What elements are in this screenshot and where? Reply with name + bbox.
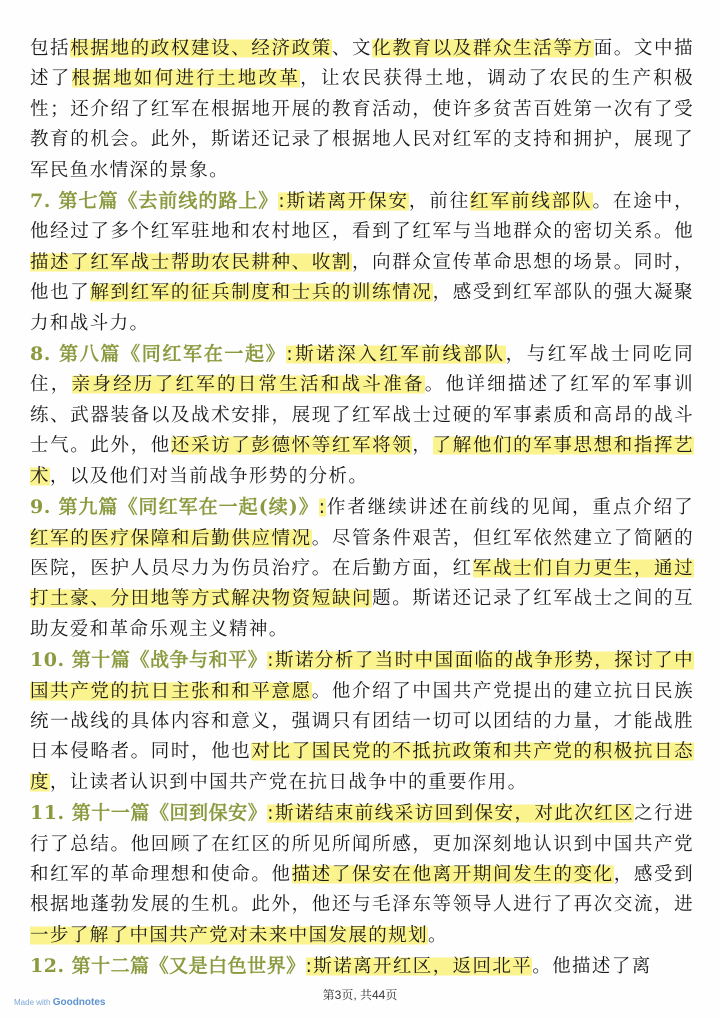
- section-text: ，与红军战士同吃同住，: [30, 344, 694, 396]
- section-text: ，前往: [408, 191, 471, 213]
- section-12: [30, 951, 694, 982]
- section-heading: 8. 第八篇《同红军在一起》: [30, 343, 287, 366]
- section-highlight: :斯诺离开红区，返回北平: [305, 956, 533, 978]
- section-highlight: 一步了解了中国共产党对未来中国发展的规划: [30, 924, 429, 946]
- section-highlight: 描述了保安在他离开期间发生的变化: [291, 863, 614, 885]
- section-heading: 7. 第七篇《去前线的路上》: [30, 190, 279, 213]
- section-highlight: :斯诺分析了当时中国面临的战争形势，探讨了中国共产党的抗日主张和和平意愿: [30, 650, 695, 702]
- page-content: [30, 34, 694, 983]
- section-text: 之行进行了总结。他回顾了在红区的所见所闻所感，更加深刻地认识到中国共产党和红军的革命理想和使命。他: [30, 803, 695, 885]
- section-highlight: 红军前线部队: [470, 191, 593, 213]
- watermark-brand: Goodnotes: [52, 997, 106, 1008]
- section-text: 。在途中，他经过了多个红军驻地和农村地区，看到了红军与当地群众的密切关系。他: [30, 191, 695, 243]
- section-highlight: 对比了国民党的不抵抗政策和共产党的积极抗日态度: [30, 741, 694, 793]
- section-highlight: 红军的医疗保障和后勤供应情况: [30, 527, 312, 549]
- intro-text-2: 、文: [331, 38, 373, 59]
- section-highlight: :斯诺结束前线采访回到保安，对此次红区: [267, 803, 635, 825]
- section-9: [30, 492, 694, 645]
- section-highlight: 还采访了彭德怀等红军将领: [170, 435, 413, 457]
- intro-paragraph: [30, 34, 694, 186]
- section-text: 。他详细描述了红军的军事训练、武器装备以及战术安排，展现了红军战士过硬的军事素质和高昂的战斗士气。此外，他: [30, 374, 694, 457]
- section-highlight: 解到红军的征兵制度和士兵的训练情况: [90, 282, 433, 304]
- section-text: ，让读者认识到中国共产党在抗日战争中的重要作用。: [49, 771, 528, 793]
- goodnotes-watermark: [14, 997, 105, 1008]
- section-highlight: 描述了红军战士帮助农民耕种、收割: [30, 251, 353, 273]
- section-text: ，向群众宣传革命思想的场景。同时，他也了: [30, 251, 694, 304]
- section-heading: 10. 第十篇《战争与和平》: [30, 649, 268, 672]
- section-11: [30, 798, 694, 951]
- section-highlight: 了解他们的军事思想和指挥艺术: [30, 435, 694, 487]
- section-text: ，: [412, 435, 433, 457]
- section-highlight: 亲身经历了红军的日常生活和战斗准备: [71, 374, 425, 396]
- section-text: ，感受到红军部队的强大凝聚力和战斗力。: [30, 282, 694, 334]
- intro-highlight-3: 根据地如何进行土地改革: [71, 68, 301, 90]
- section-highlight: :: [318, 497, 327, 519]
- section-text: 。尽管条件艰苦，但红军依然建立了简陋的医院，医护人员尽力为伤员治疗。在后勤方面，红: [30, 527, 694, 579]
- intro-text-4: ，让农民获得土地，调动了农民的生产积极性；还介绍了红军在根据地开展的教育活动，使许多贫苦百姓第一次有了受教育的机会。此外，斯诺还记录了根据地人民对红军的支持和拥护，展现了军民鱼水情深的景象。: [30, 68, 694, 181]
- section-text: 题。斯诺还记录了红军战士之间的互助友爱和革命乐观主义精神。: [30, 588, 694, 640]
- section-highlight: 军战士们自力更生，通过打土豪、分田地等方式解决物资短缺问: [30, 557, 694, 610]
- section-heading: 11. 第十一篇《回到保安》: [30, 802, 268, 825]
- section-text: 。他描述了离: [532, 956, 652, 978]
- section-text: 作者继续讲述在前线的见闻，重点介绍了: [326, 497, 694, 519]
- section-text: 。他介绍了中国共产党提出的建立抗日民族统一战线的具体内容和意义，强调只有团结一切可以团结的力量，才能战胜日本侵略者。同时，他也: [30, 680, 694, 763]
- section-highlight: :斯诺离开保安: [278, 191, 409, 213]
- section-text: ，感受到根据地蓬勃发展的生机。此外，他还与毛泽东等领导人进行了再次交流，进: [30, 863, 695, 916]
- section-7: [30, 186, 694, 339]
- intro-text-3: 面。文中描述了: [30, 38, 695, 90]
- intro-highlight-2: 化教育以及群众生活等方: [372, 38, 594, 59]
- section-highlight: :斯诺深入红军前线部队: [286, 344, 506, 366]
- section-8: [30, 339, 694, 492]
- intro-highlight-1: 根据地的政权建设、经济政策: [70, 38, 332, 59]
- section-heading: 12. 第十二篇《又是白色世界》: [30, 955, 306, 978]
- section-text: 。: [428, 924, 448, 946]
- intro-text-1: 包括: [30, 38, 71, 59]
- section-heading: 9. 第九篇《同红军在一起(续)》: [30, 496, 319, 519]
- section-text: ，以及他们对当前战争形势的分析。: [49, 465, 369, 487]
- section-10: [30, 645, 694, 798]
- page-indicator: 第3页, 共44页: [322, 988, 398, 1002]
- watermark-made-with: Made with: [14, 998, 51, 1007]
